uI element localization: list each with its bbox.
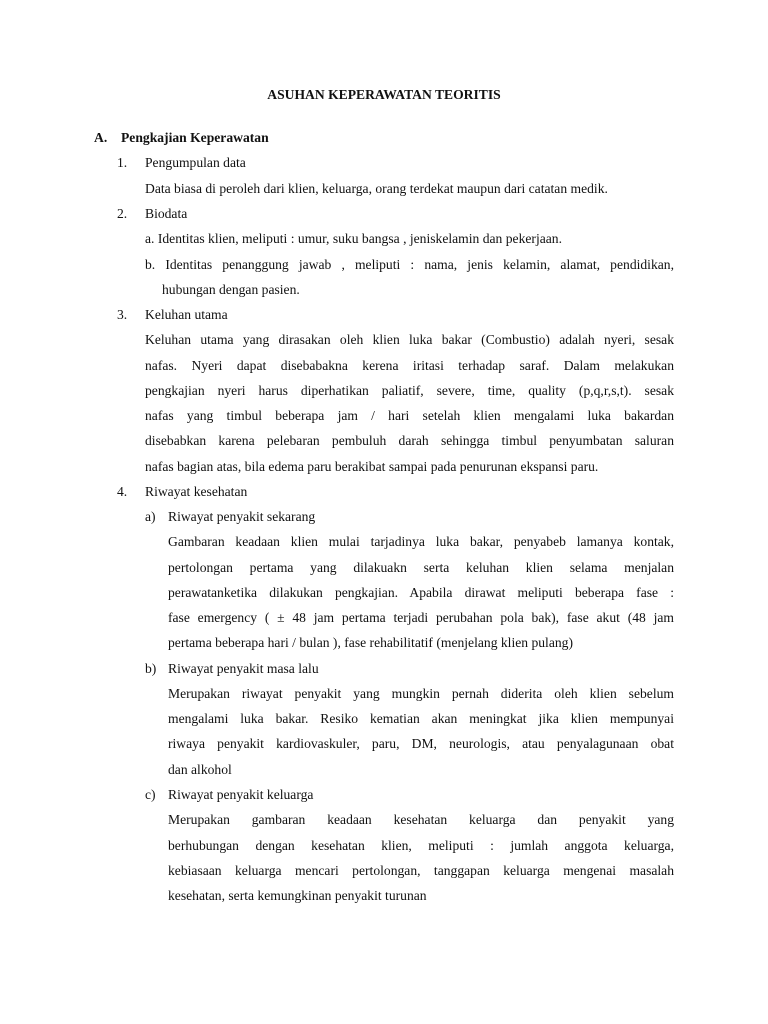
item-4b-body-line: riwaya penyakit kardiovaskuler, paru, DM, neurologis, atau penyalagunaan obat bbox=[168, 736, 674, 751]
item-4b-heading: Riwayat penyakit masa lalu bbox=[168, 661, 319, 676]
item-4a-body-line: fase emergency ( ± 48 jam pertama terjadi perubahan pola bak), fase akut (48 jam bbox=[168, 610, 674, 625]
item-2-sub-b-line: hubungan dengan pasien. bbox=[162, 282, 300, 297]
item-3-body-line: pengkajian nyeri harus diperhatikan paliatif, severe, time, quality (p,q,r,s,t). sesak bbox=[145, 383, 674, 398]
section-a-marker: A. bbox=[94, 130, 108, 145]
item-4b-marker: b) bbox=[145, 661, 157, 676]
page-title: ASUHAN KEPERAWATAN TEORITIS bbox=[267, 87, 501, 102]
item-3-heading: Keluhan utama bbox=[145, 307, 228, 322]
item-2-sub-b-line: b. Identitas penanggung jawab , meliputi : nama, jenis kelamin, alamat, pendidikan, bbox=[145, 257, 674, 272]
item-4c-body-line: kebiasaan keluarga mencari pertolongan, tanggapan keluarga mengenai masalah bbox=[168, 863, 674, 878]
item-4c-body-line: Merupakan gambaran keadaan kesehatan keluarga dan penyakit yang bbox=[168, 812, 674, 827]
item-4a-heading: Riwayat penyakit sekarang bbox=[168, 509, 316, 524]
item-4a-body-line: perawatanketika dilakukan pengkajian. Apabila dirawat meliputi beberapa fase : bbox=[168, 585, 674, 600]
item-4c-body-line: kesehatan, serta kemungkinan penyakit turunan bbox=[168, 888, 427, 903]
item-4a-body-line: pertama beberapa hari / bulan ), fase rehabilitatif (menjelang klien pulang) bbox=[168, 635, 573, 650]
item-4b-body-line: mengalami luka bakar. Resiko kematian akan meningkat jika klien mempunyai bbox=[168, 711, 674, 726]
item-1-marker: 1. bbox=[117, 155, 128, 170]
item-3-body-line: Keluhan utama yang dirasakan oleh klien luka bakar (Combustio) adalah nyeri, sesak bbox=[145, 332, 674, 347]
section-a-heading: Pengkajian Keperawatan bbox=[121, 130, 269, 145]
item-1-body-line: Data biasa di peroleh dari klien, keluarga, orang terdekat maupun dari catatan medik. bbox=[145, 181, 608, 196]
item-4c-heading: Riwayat penyakit keluarga bbox=[168, 787, 314, 802]
item-3-body-line: nafas yang timbul beberapa jam / hari setelah klien mengalami luka bakardan bbox=[145, 408, 674, 423]
item-2-sub-a: a. Identitas klien, meliputi : umur, suku bangsa , jeniskelamin dan pekerjaan. bbox=[145, 231, 562, 246]
item-4c-body-line: berhubungan dengan kesehatan klien, meliputi : jumlah anggota keluarga, bbox=[168, 838, 674, 853]
item-4-heading: Riwayat kesehatan bbox=[145, 484, 248, 499]
item-1-heading: Pengumpulan data bbox=[145, 155, 246, 170]
item-3-body-line: disebabkan karena pelebaran pembuluh darah sehingga timbul penyumbatan saluran bbox=[145, 433, 674, 448]
item-2-marker: 2. bbox=[117, 206, 128, 221]
item-2-heading: Biodata bbox=[145, 206, 188, 221]
item-3-body-line: nafas. Nyeri dapat disebabakna kerena iritasi terhadap saraf. Dalam melakukan bbox=[145, 358, 674, 373]
item-4a-marker: a) bbox=[145, 509, 156, 524]
item-4a-body-line: pertolongan pertama yang dilakuakn serta keluhan klien selama menjalan bbox=[168, 560, 674, 575]
item-4a-body-line: Gambaran keadaan klien mulai tarjadinya luka bakar, penyabeb lamanya kontak, bbox=[168, 534, 674, 549]
item-3-body-line: nafas bagian atas, bila edema paru berakibat sampai pada penurunan ekspansi paru. bbox=[145, 459, 599, 474]
item-4b-body-line: dan alkohol bbox=[168, 762, 232, 777]
item-4-marker: 4. bbox=[117, 484, 128, 499]
item-4c-marker: c) bbox=[145, 787, 156, 802]
item-3-marker: 3. bbox=[117, 307, 128, 322]
item-4b-body-line: Merupakan riwayat penyakit yang mungkin pernah diderita oleh klien sebelum bbox=[168, 686, 674, 701]
